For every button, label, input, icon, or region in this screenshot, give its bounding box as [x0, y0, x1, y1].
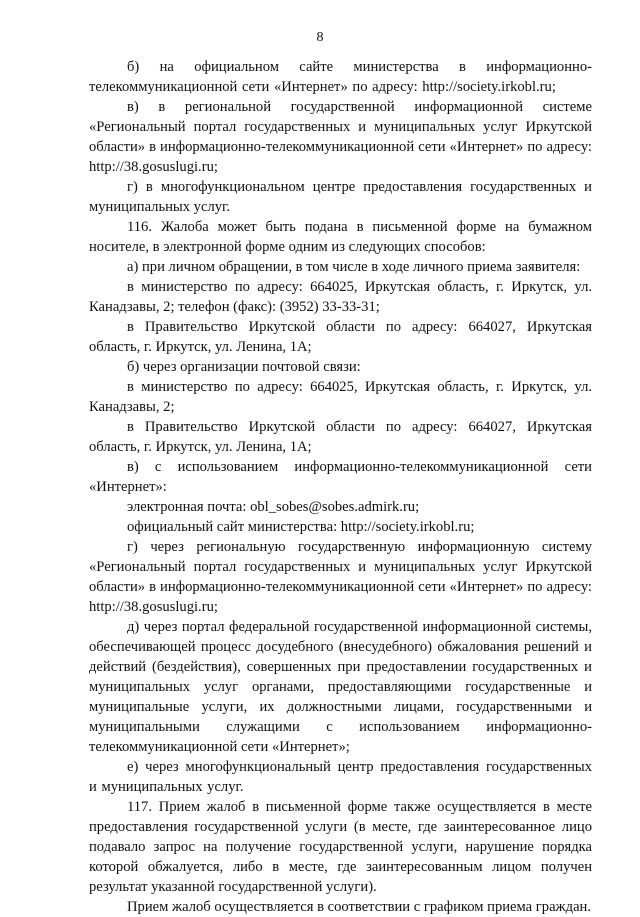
paragraph-schedule: Прием жалоб осуществляется в соответствии с графиком приема граждан. [127, 899, 591, 915]
paragraph-117: 117. Прием жалоб в письменной форме также осуществляется в месте предоставления государственной услуги (в месте, где заинтересованное лицо подавало запрос на получение государственной услуги, нарушение порядка которой обжалуется, либо в месте, где заинтересованным лицом получен результат указанной государственной услуги). [89, 799, 592, 895]
paragraph-ministry-address-2: в министерство по адресу: 664025, Иркутская область, г. Иркутск, ул. Канадзавы, 2; [89, 379, 592, 415]
paragraph-a-personal: а) при личном обращении, в том числе в ходе личного приема заявителя: [127, 259, 581, 275]
paragraph-g-mfc: г) в многофункциональном центре предоставления государственных и муниципальных услуг. [89, 179, 592, 215]
paragraph-d-federal-portal: д) через портал федеральной государственной информационной системы, обеспечивающей процесс досудебного (внесудебного) обжалования решений и действий (бездействия), совершенных при предоставлении государственных и муниципальных услуг органами, предоставляющими государственные и муниципальные услуги, их должностными лицами, государственными и муниципальными служащими с использованием информационно-телекоммуникационной сети «Интернет»; [89, 619, 592, 755]
paragraph-e-mfc: е) через многофункциональный центр предоставления государственных и муниципальных услуг. [89, 759, 592, 795]
paragraph-b-post: б) через организации почтовой связи: [127, 359, 361, 375]
document-body [89, 57, 592, 917]
paragraph-v-regional-system: в) в региональной государственной информационной системе «Региональный портал государственных и муниципальных услуг Иркутской области» в информационно-телекоммуникационной сети «Интернет» по адресу: http://38.gosuslugi.ru; [89, 99, 592, 175]
page-number: 8 [316, 30, 324, 45]
paragraph-government-address-2: в Правительство Иркутской области по адресу: 664027, Иркутская область, г. Иркутск, ул. Ленина, 1А; [89, 419, 592, 455]
paragraph-116: 116. Жалоба может быть подана в письменной форме на бумажном носителе, в электронной форме одним из следующих способов: [89, 219, 592, 255]
paragraph-g-regional-portal: г) через региональную государственную информационную систему «Региональный портал государственных и муниципальных услуг Иркутской области» в информационно-телекоммуникационной сети «Интернет» по адресу: http://38.gosuslugi.ru; [89, 539, 592, 615]
paragraph-email: электронная почта: obl_sobes@sobes.admirk.ru; [127, 499, 420, 515]
paragraph-ministry-address-1: в министерство по адресу: 664025, Иркутская область, г. Иркутск, ул. Канадзавы, 2; телефон (факс): (3952) 33-33-31; [89, 279, 592, 315]
paragraph-v-internet: в) с использованием информационно-телекоммуникационной сети «Интернет»: [89, 459, 592, 495]
paragraph-b-official-site: б) на официальном сайте министерства в информационно-телекоммуникационной сети «Интернет» по адресу: http://society.irkobl.ru; [89, 59, 592, 95]
paragraph-government-address-1: в Правительство Иркутской области по адресу: 664027, Иркутская область, г. Иркутск, ул. Ленина, 1А; [89, 319, 592, 355]
paragraph-ministry-site: официальный сайт министерства: http://society.irkobl.ru; [127, 519, 475, 535]
